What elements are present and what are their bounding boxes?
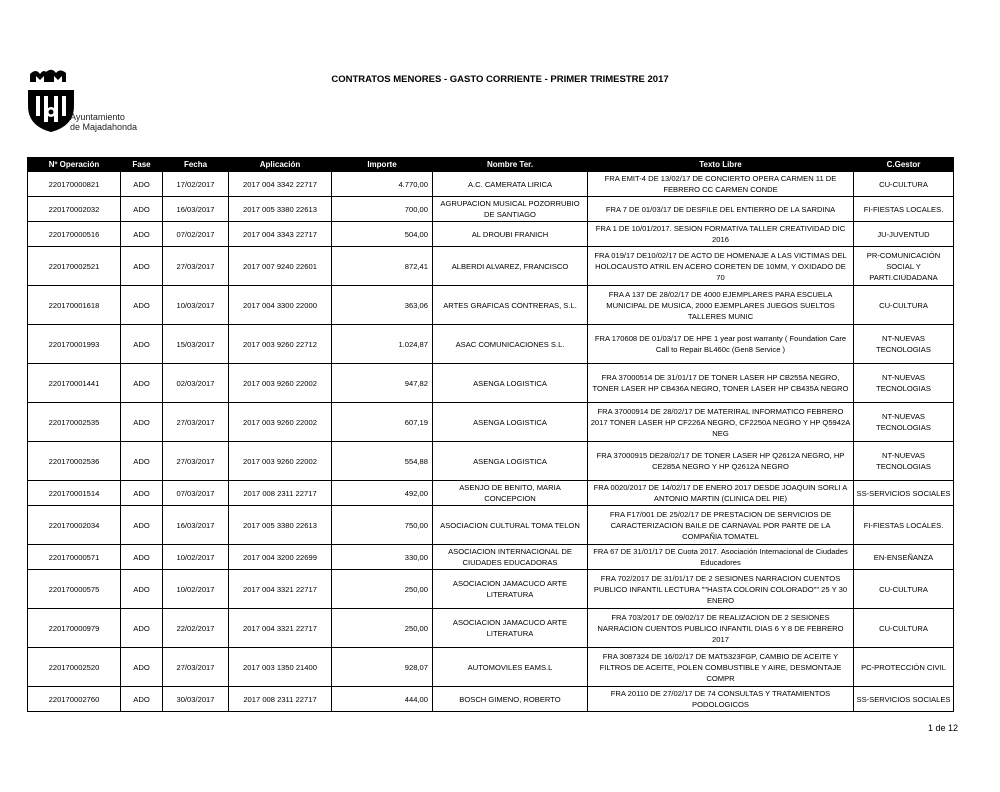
description-cell: FRA 0020/2017 DE 14/02/17 DE ENERO 2017 DESDE JOAQUIN SORLI A ANTONIO MARTIN (CLINICA DEL PIE) bbox=[588, 481, 854, 506]
date-cell: 30/03/2017 bbox=[163, 687, 229, 712]
table-row bbox=[28, 481, 954, 506]
operation-number-cell: 220170002536 bbox=[28, 442, 121, 481]
table-row bbox=[28, 172, 954, 197]
date-cell: 27/03/2017 bbox=[163, 247, 229, 286]
operation-number-cell: 220170002520 bbox=[28, 648, 121, 687]
amount-cell: 4.770,00 bbox=[332, 172, 433, 197]
description-cell: FRA F17/001 DE 25/02/17 DE PRESTACION DE SERVICIOS DE CARACTERIZACION BAILE DE CARNAVAL POR PARTE DE LA COMPAÑIA TOMATEL bbox=[588, 506, 854, 545]
operation-number-cell: 220170000571 bbox=[28, 545, 121, 570]
third-party-cell: AUTOMOVILES EAMS.L bbox=[433, 648, 588, 687]
phase-cell: ADO bbox=[121, 648, 163, 687]
manager-cell: CU-CULTURA bbox=[854, 286, 954, 325]
application-cell: 2017 003 9260 22712 bbox=[229, 325, 332, 364]
date-cell: 07/02/2017 bbox=[163, 222, 229, 247]
date-cell: 27/03/2017 bbox=[163, 403, 229, 442]
description-cell: FRA EMIT-4 DE 13/02/17 DE CONCIERTO OPERA CARMEN 11 DE FEBRERO CC CARMEN CONDE bbox=[588, 172, 854, 197]
phase-cell: ADO bbox=[121, 247, 163, 286]
manager-cell: NT-NUEVAS TECNOLOGIAS bbox=[854, 403, 954, 442]
third-party-cell: ASOCIACION JAMACUCO ARTE LITERATURA bbox=[433, 609, 588, 648]
table-header-row bbox=[28, 158, 954, 172]
application-cell: 2017 004 3321 22717 bbox=[229, 609, 332, 648]
date-cell: 16/03/2017 bbox=[163, 506, 229, 545]
description-cell: FRA 170608 DE 01/03/17 DE HPE 1 year post warranty ( Foundation Care Call to Repair BL460c (Gen8 Service ) bbox=[588, 325, 854, 364]
phase-cell: ADO bbox=[121, 222, 163, 247]
amount-cell: 928,07 bbox=[332, 648, 433, 687]
operation-number-cell: 220170001441 bbox=[28, 364, 121, 403]
application-cell: 2017 003 1350 21400 bbox=[229, 648, 332, 687]
table-row bbox=[28, 545, 954, 570]
amount-cell: 492,00 bbox=[332, 481, 433, 506]
third-party-cell: AL DROUBI FRANICH bbox=[433, 222, 588, 247]
third-party-cell: ASAC COMUNICACIONES S.L. bbox=[433, 325, 588, 364]
table-row bbox=[28, 609, 954, 648]
manager-cell: CU-CULTURA bbox=[854, 172, 954, 197]
column-header-fecha: Fecha bbox=[163, 158, 229, 172]
phase-cell: ADO bbox=[121, 481, 163, 506]
operation-number-cell: 220170000575 bbox=[28, 570, 121, 609]
third-party-cell: ASENGA LOGISTICA bbox=[433, 364, 588, 403]
phase-cell: ADO bbox=[121, 364, 163, 403]
description-cell: FRA 019/17 DE10/02/17 DE ACTO DE HOMENAJE A LAS VICTIMAS DEL HOLOCAUSTO ATRIL EN ACERO CORETEN DE 10MM, Y OXIDADO DE 70 bbox=[588, 247, 854, 286]
table-row bbox=[28, 570, 954, 609]
application-cell: 2017 004 3321 22717 bbox=[229, 570, 332, 609]
third-party-cell: ASENGA LOGISTICA bbox=[433, 403, 588, 442]
manager-cell: FI-FIESTAS LOCALES. bbox=[854, 197, 954, 222]
description-cell: FRA 37000514 DE 31/01/17 DE TONER LASER HP CB255A NEGRO, TONER LASER HP CB436A NEGRO, TONER LASER HP CB435A NEGRO bbox=[588, 364, 854, 403]
manager-cell: FI-FIESTAS LOCALES. bbox=[854, 506, 954, 545]
third-party-cell: ASOCIACION INTERNACIONAL DE CIUDADES EDUCADORAS bbox=[433, 545, 588, 570]
table-row bbox=[28, 247, 954, 286]
operation-number-cell: 220170001514 bbox=[28, 481, 121, 506]
amount-cell: 504,00 bbox=[332, 222, 433, 247]
operation-number-cell: 220170002034 bbox=[28, 506, 121, 545]
application-cell: 2017 003 9260 22002 bbox=[229, 364, 332, 403]
page-title: CONTRATOS MENORES - GASTO CORRIENTE - PRIMER TRIMESTRE 2017 bbox=[331, 74, 669, 85]
date-cell: 02/03/2017 bbox=[163, 364, 229, 403]
phase-cell: ADO bbox=[121, 442, 163, 481]
date-cell: 10/02/2017 bbox=[163, 570, 229, 609]
third-party-cell: ASENGA LOGISTICA bbox=[433, 442, 588, 481]
operation-number-cell: 220170000516 bbox=[28, 222, 121, 247]
description-cell: FRA 67 DE 31/01/17 DE Cuota 2017. Asociación Internacional de Ciudades Educadores bbox=[588, 545, 854, 570]
description-cell: FRA 7 DE 01/03/17 DE DESFILE DEL ENTIERRO DE LA SARDINA bbox=[588, 197, 854, 222]
third-party-cell: ASENJO DE BENITO, MARIA CONCEPCION bbox=[433, 481, 588, 506]
amount-cell: 444,00 bbox=[332, 687, 433, 712]
table-body bbox=[28, 172, 954, 712]
column-header-nombre: Nombre Ter. bbox=[433, 158, 588, 172]
table-row bbox=[28, 286, 954, 325]
application-cell: 2017 008 2311 22717 bbox=[229, 481, 332, 506]
application-cell: 2017 003 9260 22002 bbox=[229, 442, 332, 481]
amount-cell: 1.024,87 bbox=[332, 325, 433, 364]
column-header-fase: Fase bbox=[121, 158, 163, 172]
application-cell: 2017 005 3380 22613 bbox=[229, 197, 332, 222]
description-cell: FRA 3087324 DE 16/02/17 DE MAT5323FGP, CAMBIO DE ACEITE Y FILTROS DE ACEITE, POLEN COMBUSTIBLE Y AIRE, DESMONTAJE COMPR bbox=[588, 648, 854, 687]
operation-number-cell: 220170001993 bbox=[28, 325, 121, 364]
table-row bbox=[28, 687, 954, 712]
manager-cell: NT-NUEVAS TECNOLOGIAS bbox=[854, 442, 954, 481]
date-cell: 27/03/2017 bbox=[163, 442, 229, 481]
operation-number-cell: 220170002760 bbox=[28, 687, 121, 712]
page-number: 1 de 12 bbox=[927, 723, 958, 733]
operation-number-cell: 220170002535 bbox=[28, 403, 121, 442]
table-row bbox=[28, 506, 954, 545]
application-cell: 2017 004 3300 22000 bbox=[229, 286, 332, 325]
date-cell: 27/03/2017 bbox=[163, 648, 229, 687]
phase-cell: ADO bbox=[121, 687, 163, 712]
table-row bbox=[28, 403, 954, 442]
date-cell: 10/03/2017 bbox=[163, 286, 229, 325]
application-cell: 2017 004 3200 22699 bbox=[229, 545, 332, 570]
operation-number-cell: 220170000979 bbox=[28, 609, 121, 648]
table-row bbox=[28, 648, 954, 687]
manager-cell: EN-ENSEÑANZA bbox=[854, 545, 954, 570]
phase-cell: ADO bbox=[121, 570, 163, 609]
application-cell: 2017 007 9240 22601 bbox=[229, 247, 332, 286]
table-row bbox=[28, 325, 954, 364]
logo-text-line1: Ayuntamiento bbox=[70, 112, 125, 122]
manager-cell: PR-COMUNICACIÓN SOCIAL Y PARTI.CIUDADANA bbox=[854, 247, 954, 286]
manager-cell: NT-NUEVAS TECNOLOGIAS bbox=[854, 325, 954, 364]
amount-cell: 750,00 bbox=[332, 506, 433, 545]
operation-number-cell: 220170001618 bbox=[28, 286, 121, 325]
date-cell: 16/03/2017 bbox=[163, 197, 229, 222]
column-header-op: Nº Operación bbox=[28, 158, 121, 172]
table-row bbox=[28, 197, 954, 222]
third-party-cell: ALBERDI ALVAREZ, FRANCISCO bbox=[433, 247, 588, 286]
date-cell: 07/03/2017 bbox=[163, 481, 229, 506]
third-party-cell: AGRUPACION MUSICAL POZORRUBIO DE SANTIAGO bbox=[433, 197, 588, 222]
phase-cell: ADO bbox=[121, 403, 163, 442]
table-row bbox=[28, 364, 954, 403]
operation-number-cell: 220170002521 bbox=[28, 247, 121, 286]
amount-cell: 250,00 bbox=[332, 570, 433, 609]
phase-cell: ADO bbox=[121, 545, 163, 570]
operation-number-cell: 220170000821 bbox=[28, 172, 121, 197]
third-party-cell: A.C. CAMERATA LIRICA bbox=[433, 172, 588, 197]
manager-cell: PC-PROTECCIÓN CIVIL bbox=[854, 648, 954, 687]
date-cell: 17/02/2017 bbox=[163, 172, 229, 197]
manager-cell: NT-NUEVAS TECNOLOGIAS bbox=[854, 364, 954, 403]
date-cell: 22/02/2017 bbox=[163, 609, 229, 648]
column-header-texto: Texto Libre bbox=[588, 158, 854, 172]
manager-cell: JU-JUVENTUD bbox=[854, 222, 954, 247]
application-cell: 2017 003 9260 22002 bbox=[229, 403, 332, 442]
phase-cell: ADO bbox=[121, 172, 163, 197]
description-cell: FRA 37000914 DE 28/02/17 DE MATERIRAL INFORMATICO FEBRERO 2017 TONER LASER HP CF226A NEGRO, CF2250A NEGRO Y HP Q5942A NEG bbox=[588, 403, 854, 442]
amount-cell: 250,00 bbox=[332, 609, 433, 648]
column-header-aplicacion: Aplicación bbox=[229, 158, 332, 172]
logo-text-line2: de Majadahonda bbox=[70, 122, 138, 132]
phase-cell: ADO bbox=[121, 286, 163, 325]
column-header-gestor: C.Gestor bbox=[854, 158, 954, 172]
logo-text bbox=[70, 112, 137, 132]
amount-cell: 947,82 bbox=[332, 364, 433, 403]
amount-cell: 872,41 bbox=[332, 247, 433, 286]
phase-cell: ADO bbox=[121, 506, 163, 545]
table-row bbox=[28, 442, 954, 481]
date-cell: 15/03/2017 bbox=[163, 325, 229, 364]
description-cell: FRA 1 DE 10/01/2017. SESION FORMATIVA TALLER CREATIVIDAD DIC 2016 bbox=[588, 222, 854, 247]
phase-cell: ADO bbox=[121, 609, 163, 648]
third-party-cell: ASOCIACION JAMACUCO ARTE LITERATURA bbox=[433, 570, 588, 609]
description-cell: FRA 37000915 DE28/02/17 DE TONER LASER HP Q2612A NEGRO, HP CE285A NEGRO Y HP Q2612A NEGRO bbox=[588, 442, 854, 481]
manager-cell: SS-SERVICIOS SOCIALES bbox=[854, 687, 954, 712]
amount-cell: 607,19 bbox=[332, 403, 433, 442]
description-cell: FRA 702/2017 DE 31/01/17 DE 2 SESIONES NARRACION CUENTOS PUBLICO INFANTIL LECTURA ""HASTA COLORIN COLORADO"" 25 Y 30 ENERO bbox=[588, 570, 854, 609]
application-cell: 2017 004 3343 22717 bbox=[229, 222, 332, 247]
application-cell: 2017 004 3342 22717 bbox=[229, 172, 332, 197]
third-party-cell: ARTES GRAFICAS CONTRERAS, S.L. bbox=[433, 286, 588, 325]
amount-cell: 363,06 bbox=[332, 286, 433, 325]
third-party-cell: ASOCIACION CULTURAL TOMA TELON bbox=[433, 506, 588, 545]
table-row bbox=[28, 222, 954, 247]
description-cell: FRA A 137 DE 28/02/17 DE 4000 EJEMPLARES PARA ESCUELA MUNICIPAL DE MUSICA, 2000 EJEMPLARES JUEGOS SUELTOS TALLERES MUNIC bbox=[588, 286, 854, 325]
description-cell: FRA 20110 DE 27/02/17 DE 74 CONSULTAS Y TRATAMIENTOS PODOLOGICOS bbox=[588, 687, 854, 712]
amount-cell: 700,00 bbox=[332, 197, 433, 222]
phase-cell: ADO bbox=[121, 197, 163, 222]
date-cell: 10/02/2017 bbox=[163, 545, 229, 570]
phase-cell: ADO bbox=[121, 325, 163, 364]
manager-cell: SS-SERVICIOS SOCIALES bbox=[854, 481, 954, 506]
third-party-cell: BOSCH GIMENO, ROBERTO bbox=[433, 687, 588, 712]
manager-cell: CU-CULTURA bbox=[854, 609, 954, 648]
application-cell: 2017 008 2311 22717 bbox=[229, 687, 332, 712]
column-header-importe: Importe bbox=[332, 158, 433, 172]
manager-cell: CU-CULTURA bbox=[854, 570, 954, 609]
operation-number-cell: 220170002032 bbox=[28, 197, 121, 222]
application-cell: 2017 005 3380 22613 bbox=[229, 506, 332, 545]
amount-cell: 330,00 bbox=[332, 545, 433, 570]
amount-cell: 554,88 bbox=[332, 442, 433, 481]
description-cell: FRA 703/2017 DE 09/02/17 DE REALIZACION DE 2 SESIONES NARRACION CUENTOS PUBLICO INFANTIL DIAS 6 Y 8 DE FEBRERO 2017 bbox=[588, 609, 854, 648]
contracts-table bbox=[27, 157, 954, 712]
